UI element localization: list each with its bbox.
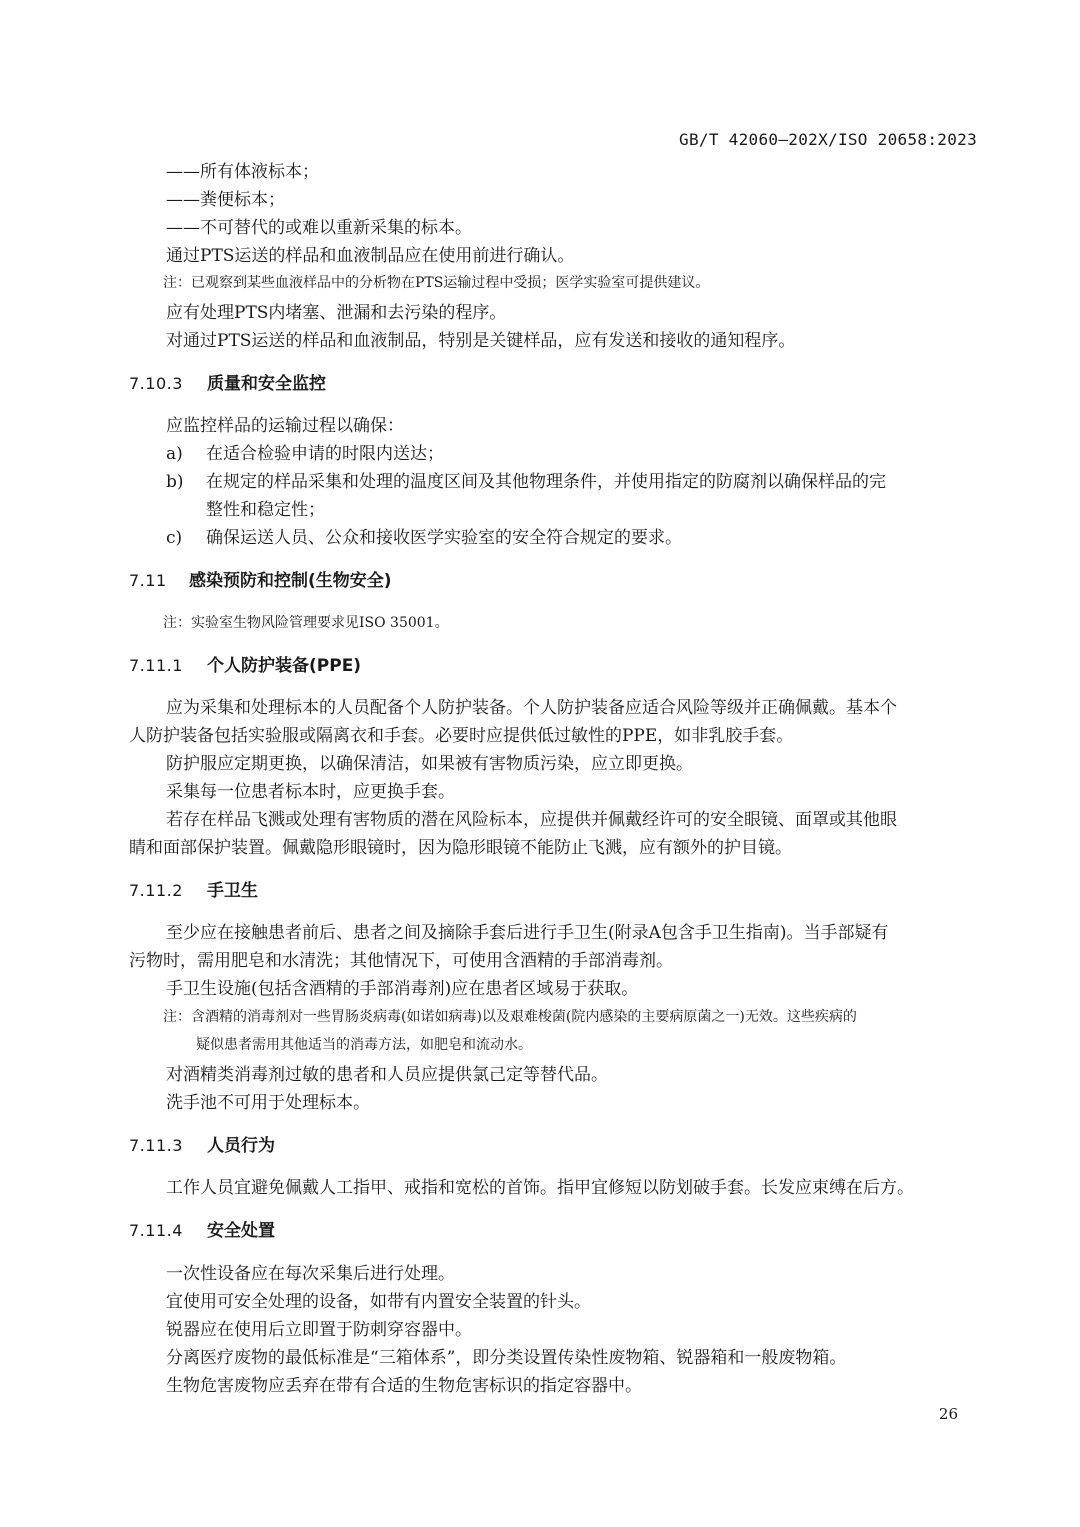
paragraph: 对酒精类消毒剂过敏的患者和人员应提供氯己定等替代品。 [166,1065,608,1085]
section-heading [129,369,326,394]
section-title: 人员行为 [207,1136,275,1156]
list-item: ——不可替代的或难以重新采集的标本。 [166,218,472,238]
note-continued: 疑似患者需用其他适当的消毒方法，如肥皂和流动水。 [196,1037,532,1053]
paragraph: 通过PTS运送的样品和血液制品应在使用前进行确认。 [166,246,575,266]
section-number: 7.11 [129,571,167,590]
section-title: 感染预防和控制(生物安全) [189,571,392,591]
paragraph: 宜使用可安全处理的设备，如带有内置安全装置的针头。 [166,1292,591,1312]
list-label: a) [166,444,183,464]
paragraph-continued: 污物时，需用肥皂和水清洗；其他情况下，可使用含酒精的手部消毒剂。 [129,951,673,971]
list-item [166,439,444,464]
list-text: 确保运送人员、公众和接收医学实验室的安全符合规定的要求。 [206,528,682,548]
paragraph: 采集每一位患者标本时，应更换手套。 [166,782,455,802]
section-heading [129,651,361,676]
list-text-continued: 整性和稳定性； [206,500,325,520]
note: 注：已观察到某些血液样品中的分析物在PTS运输过程中受损；医学实验室可提供建议。 [163,275,710,291]
paragraph-continued: 睛和面部保护装置。佩戴隐形眼镜时，因为隐形眼镜不能防止飞溅，应有额外的护目镜。 [129,838,792,858]
section-heading [129,876,258,901]
paragraph: 对通过PTS运送的样品和血液制品，特别是关键样品，应有发送和接收的通知程序。 [166,331,796,351]
paragraph: 应监控样品的运输过程以确保： [166,416,404,436]
section-heading [129,1216,275,1241]
paragraph: 应为采集和处理标本的人员配备个人防护装备。个人防护装备应适合风险等级并正确佩戴。基本个 [166,698,897,718]
paragraph: 工作人员宜避免佩戴人工指甲、戒指和宽松的首饰。指甲宜修短以防划破手套。长发应束缚在后方。 [166,1178,914,1198]
paragraph: 一次性设备应在每次采集后进行处理。 [166,1264,455,1284]
note: 注：含酒精的消毒剂对一些胃肠炎病毒(如诺如病毒)以及艰难梭菌(院内感染的主要病原菌之一)无效。这些疾病的 [163,1009,857,1025]
list-label: b) [166,472,184,492]
section-title: 质量和安全监控 [207,374,326,394]
document-code: GB/T 42060—202X/ISO 20658:2023 [679,130,977,149]
list-item [166,467,886,492]
section-number: 7.11.3 [129,1136,183,1155]
list-item [166,523,682,548]
section-title: 手卫生 [207,881,258,901]
list-item: ——所有体液标本； [166,162,319,182]
section-number: 7.11.2 [129,881,183,900]
paragraph: 至少应在接触患者前后、患者之间及摘除手套后进行手卫生(附录A包含手卫生指南)。当手部疑有 [166,923,889,943]
paragraph: 应有处理PTS内堵塞、泄漏和去污染的程序。 [166,303,507,323]
paragraph: 防护服应定期更换，以确保清洁，如果被有害物质污染，应立即更换。 [166,754,693,774]
paragraph: 若存在样品飞溅或处理有害物质的潜在风险标本，应提供并佩戴经许可的安全眼镜、面罩或其他眼 [166,810,897,830]
paragraph-continued: 人防护装备包括实验服或隔离衣和手套。必要时应提供低过敏性的PPE，如非乳胶手套。 [129,726,794,746]
section-title: 个人防护装备(PPE) [207,656,362,676]
section-number: 7.10.3 [129,374,183,393]
section-title: 安全处置 [207,1221,275,1241]
list-label: c) [166,528,183,548]
section-number: 7.11.1 [129,656,183,675]
section-heading [129,566,392,591]
list-item: ——粪便标本； [166,190,285,210]
paragraph: 洗手池不可用于处理标本。 [166,1093,370,1113]
page-number: 26 [938,1405,958,1423]
list-text: 在规定的样品采集和处理的温度区间及其他物理条件，并使用指定的防腐剂以确保样品的完 [206,472,886,492]
list-text: 在适合检验申请的时限内送达； [206,444,444,464]
paragraph: 生物危害废物应丢弃在带有合适的生物危害标识的指定容器中。 [166,1376,642,1396]
note: 注：实验室生物风险管理要求见ISO 35001。 [163,615,449,631]
section-heading [129,1131,275,1156]
paragraph: 手卫生设施(包括含酒精的手部消毒剂)应在患者区域易于获取。 [166,979,639,999]
section-number: 7.11.4 [129,1221,183,1240]
paragraph: 分离医疗废物的最低标准是“三箱体系”，即分类设置传染性废物箱、锐器箱和一般废物箱。 [166,1348,847,1368]
paragraph: 锐器应在使用后立即置于防刺穿容器中。 [166,1320,472,1340]
